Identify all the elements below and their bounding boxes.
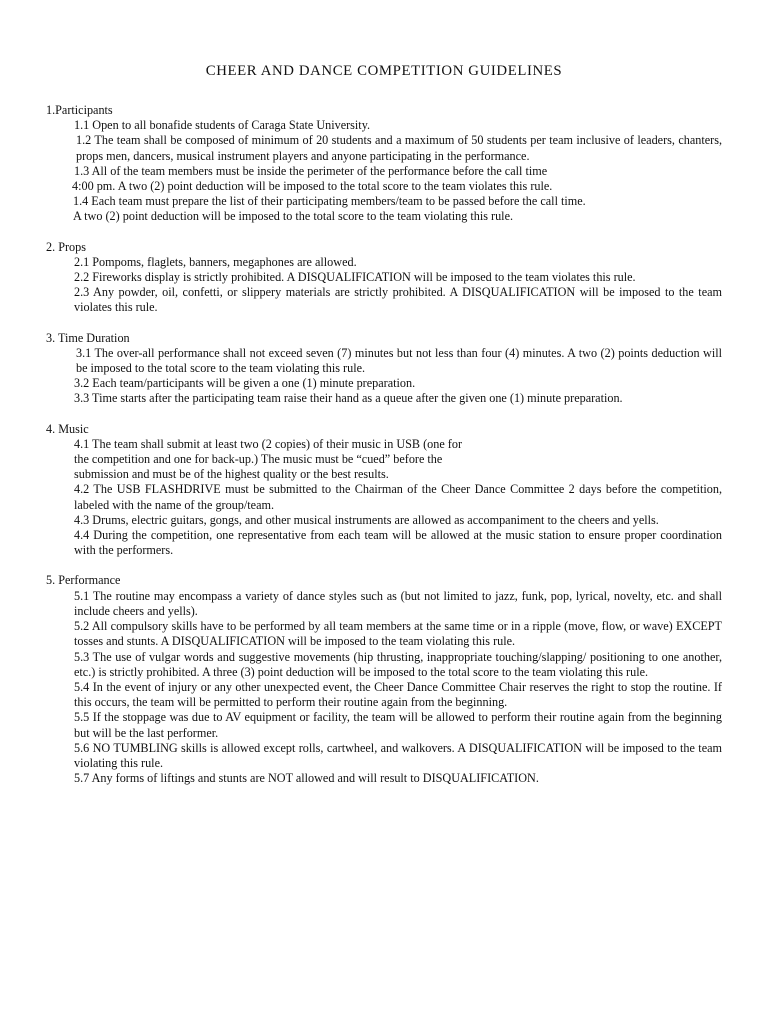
document-title: CHEER AND DANCE COMPETITION GUIDELINES: [205, 63, 563, 79]
paragraph: 2.2 Fireworks display is strictly prohibited. A DISQUALIFICATION will be imposed to the team violates this rule.: [74, 270, 636, 285]
paragraph: 4.3 Drums, electric guitars, gongs, and other musical instruments are allowed as accompaniment to the cheers and yells.: [74, 512, 659, 527]
paragraph: 5.1 The routine may encompass a variety of dance styles such as (but not limited to jazz, funk, pop, lyrical, novelty, etc. and shall include cheers and yells).: [74, 588, 722, 618]
paragraph: 5.6 NO TUMBLING skills is allowed except rolls, cartwheel, and walkovers. A DISQUALIFICATION will be imposed to the team violating this rule.: [74, 740, 722, 770]
paragraph: 1.4 Each team must prepare the list of their participating members/team to be passed before the call time.: [73, 194, 586, 209]
paragraph: the competition and one for back-up.) The music must be “cued” before the: [74, 452, 443, 467]
paragraph: 4.1 The team shall submit at least two (2 copies) of their music in USB (one for: [74, 436, 463, 451]
paragraph: 1.3 All of the team members must be inside the perimeter of the performance before the call time: [74, 163, 548, 178]
guidelines-body: [46, 103, 722, 801]
paragraph: 5.3 The use of vulgar words and suggestive movements (hip thrusting, inappropriate touching/slapping/ positioning to one another, etc.) is strictly prohibited. A three (3) point deduction will be imposed to the total score to the team violating this rule.: [74, 649, 722, 679]
paragraph: 4:00 pm. A two (2) point deduction will be imposed to the total score to the team violates this rule.: [72, 179, 553, 194]
paragraph: 2.1 Pompoms, flaglets, banners, megaphones are allowed.: [74, 254, 357, 269]
paragraph: A two (2) point deduction will be imposed to the total score to the team violating this rule.: [73, 209, 514, 224]
paragraph: 1.1 Open to all bonafide students of Caraga State University.: [74, 118, 371, 133]
section-heading: 1.Participants: [46, 103, 113, 117]
paragraph: 5.2 All compulsory skills have to be performed by all team members at the same time or in a ripple (move, flow, or wave) EXCEPT tosses and stunts. A DISQUALIFICATION will be imposed to the team violating this rule.: [74, 619, 722, 649]
section-time-duration: [46, 331, 722, 407]
section-heading: 5. Performance: [46, 573, 121, 588]
paragraph: 4.4 During the competition, one representative from each team will be allowed at the music station to ensure proper coordination with the performers.: [74, 528, 722, 558]
paragraph: 4.2 The USB FLASHDRIVE must be submitted to the Chairman of the Cheer Dance Committee 2 days before the competition, labeled with the name of the group/team.: [74, 482, 722, 512]
section-heading: 4. Music: [46, 421, 89, 436]
paragraph: 3.2 Each team/participants will be given a one (1) minute preparation.: [74, 376, 416, 391]
paragraph: submission and must be of the highest quality or the best results.: [74, 467, 389, 482]
section-participants: [46, 103, 722, 225]
paragraph: 2.3 Any powder, oil, confetti, or slippery materials are strictly prohibited. A DISQUALIFICATION will be imposed to the team violates this rule.: [74, 285, 722, 315]
paragraph: 5.4 In the event of injury or any other unexpected event, the Cheer Dance Committee Chair reserves the right to stop the routine. If this occurs, the team will be permitted to perform their routine again from the beginning.: [74, 679, 722, 710]
paragraph: 5.5 If the stoppage was due to AV equipment or facility, the team will be allowed to perform their routine again from the beginning but will be the last performer.: [74, 710, 722, 740]
section-props: [46, 240, 722, 316]
paragraph: 5.7 Any forms of liftings and stunts are NOT allowed and will result to DISQUALIFICATION.: [74, 771, 539, 786]
section-heading: 3. Time Duration: [46, 330, 130, 345]
paragraph: 3.3 Time starts after the participating team raise their hand as a queue after the given one (1) minute preparation.: [74, 391, 623, 406]
paragraph: 1.2 The team shall be composed of minimum of 20 students and a maximum of 50 students per team inclusive of leaders, chanters, props men, dancers, musical instrument players and anyone participating in the performance.: [76, 133, 722, 163]
section-performance: [46, 573, 722, 786]
section-heading: 2. Props: [46, 239, 86, 254]
paragraph: 3.1 The over-all performance shall not exceed seven (7) minutes but not less than four (4) minutes. A two (2) points deduction will be imposed to the total score to the team violating this rule.: [76, 345, 722, 376]
section-music: [46, 422, 722, 559]
